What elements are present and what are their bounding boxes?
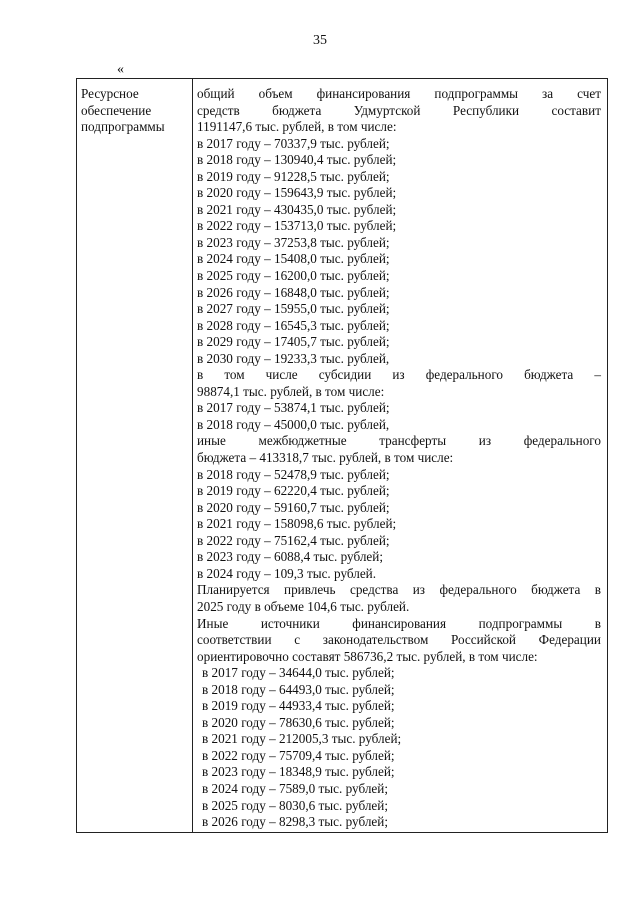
total-year-line: в 2021 году – 430435,0 тыс. рублей; [197,201,397,217]
section-label-line: подпрограммы [81,119,165,135]
word: субсидии [318,367,372,383]
word: составит [551,102,601,118]
section-label-line: обеспечение [81,102,152,118]
word: подпрограммы [434,86,519,101]
word: за [542,86,554,101]
column-divider [192,79,193,832]
transfers-year-line: в 2022 году – 75162,4 тыс. рублей; [197,532,390,548]
word: счет [577,86,601,101]
word: в [594,582,601,598]
total-year-line: в 2018 году – 130940,4 тыс. рублей; [197,152,397,168]
resource-table [76,78,608,833]
word: Планируется [197,582,270,598]
word: Иные [197,615,229,631]
word: – [594,367,601,383]
word: числе [265,367,298,383]
total-year-line: в 2022 году – 153713,0 тыс. рублей; [197,218,397,234]
opening-quote-mark: « [117,62,124,77]
word: из [478,433,492,449]
word: Российской [450,632,516,648]
total-year-line: в 2020 году – 159643,9 тыс. рублей; [197,185,397,201]
section-content-cell [197,86,601,831]
total-year-line: в 2026 году – 16848,0 тыс. рублей; [197,284,390,300]
transfers-year-line: в 2018 году – 52478,9 тыс. рублей; [197,466,390,482]
word: федерального [523,433,601,449]
other-sources-year-line: в 2022 году – 75709,4 тыс. рублей; [202,747,395,763]
planned-line [197,582,601,599]
word: общий [197,86,235,101]
federal-subsidy-year-line: в 2017 году – 53874,1 тыс. рублей; [197,400,390,416]
word: Удмуртской [353,102,421,118]
word: из [392,367,405,383]
other-sources-total-line: ориентировочно составят 586736,2 тыс. рублей, в том числе: [197,648,538,664]
word: средства [349,582,399,598]
transfers-year-line: в 2019 году – 62220,4 тыс. рублей; [197,483,390,499]
transfers-total-line: бюджета – 413318,7 тыс. рублей, в том числе: [197,450,454,466]
word: бюджета [524,367,574,383]
planned-line-2: 2025 году в объеме 104,6 тыс. рублей. [197,598,410,614]
transfers-line [197,433,601,450]
word: в [197,367,204,383]
other-sources-year-line: в 2019 году – 44933,4 тыс. рублей; [202,698,395,714]
word: из [412,582,426,598]
word: межбюджетные [258,433,347,449]
word: источники [260,615,320,631]
other-sources-line [197,632,601,649]
transfers-year-line: в 2020 году – 59160,7 тыс. рублей; [197,499,390,515]
total-year-line: в 2017 году – 70337,9 тыс. рублей; [197,135,390,151]
other-sources-year-line: в 2018 году – 64493,0 тыс. рублей; [202,681,395,697]
section-label-line: Ресурсное [81,86,139,101]
word: трансферты [379,433,447,449]
section-label-cell [81,86,189,136]
word: том [224,367,245,383]
word: привлечь [284,582,336,598]
total-year-line: в 2028 году – 16545,3 тыс. рублей; [197,317,390,333]
other-sources-year-line: в 2023 году – 18348,9 тыс. рублей; [202,764,395,780]
other-sources-year-line: в 2020 году – 78630,6 тыс. рублей; [202,714,395,730]
total-year-line: в 2027 году – 15955,0 тыс. рублей; [197,301,390,317]
transfers-year-line: в 2024 году – 109,3 тыс. рублей. [197,565,377,581]
word: объем [258,86,293,101]
intro-line [197,86,601,103]
word: подпрограммы [478,615,563,631]
word: с [294,632,301,648]
transfers-year-line: в 2023 году – 6088,4 тыс. рублей; [197,549,383,565]
total-year-line: в 2019 году – 91228,5 тыс. рублей; [197,168,390,184]
word: финансирования [352,615,447,631]
total-year-line: в 2025 году – 16200,0 тыс. рублей; [197,268,390,284]
total-year-line: в 2029 году – 17405,7 тыс. рублей; [197,334,390,350]
intro-line [197,103,601,120]
word: финансирования [316,86,411,101]
other-sources-year-line: в 2017 году – 34644,0 тыс. рублей; [202,665,395,681]
federal-subsidy-total-line: 98874,1 тыс. рублей, в том числе: [197,383,385,399]
word: в [594,615,601,631]
word: иные [197,433,226,449]
total-year-line: в 2023 году – 37253,8 тыс. рублей; [197,234,390,250]
federal-subsidy-line [197,367,601,384]
word: федерального [439,582,517,598]
total-year-line: в 2024 году – 15408,0 тыс. рублей; [197,251,390,267]
intro-total-line: 1191147,6 тыс. рублей, в том числе: [197,119,397,135]
other-sources-year-line: в 2024 году – 7589,0 тыс. рублей; [202,780,388,796]
word: федерального [425,367,503,383]
word: Федерации [538,632,601,648]
page-number: 35 [313,33,327,48]
federal-subsidy-year-line: в 2018 году – 45000,0 тыс. рублей, [197,416,390,432]
other-sources-year-line: в 2025 году – 8030,6 тыс. рублей; [202,797,388,813]
other-sources-year-line: в 2026 году – 8298,3 тыс. рублей; [202,814,388,830]
word: бюджета [531,582,581,598]
word: средств [197,102,240,118]
word: Республики [452,102,520,118]
total-year-line: в 2030 году – 19233,3 тыс. рублей, [197,350,390,366]
other-sources-line [197,616,601,633]
word: бюджета [272,102,322,118]
word: соответствии [197,632,272,648]
word: законодательством [322,632,429,648]
transfers-year-line: в 2021 году – 158098,6 тыс. рублей; [197,516,397,532]
other-sources-year-line: в 2021 году – 212005,3 тыс. рублей; [202,731,402,747]
